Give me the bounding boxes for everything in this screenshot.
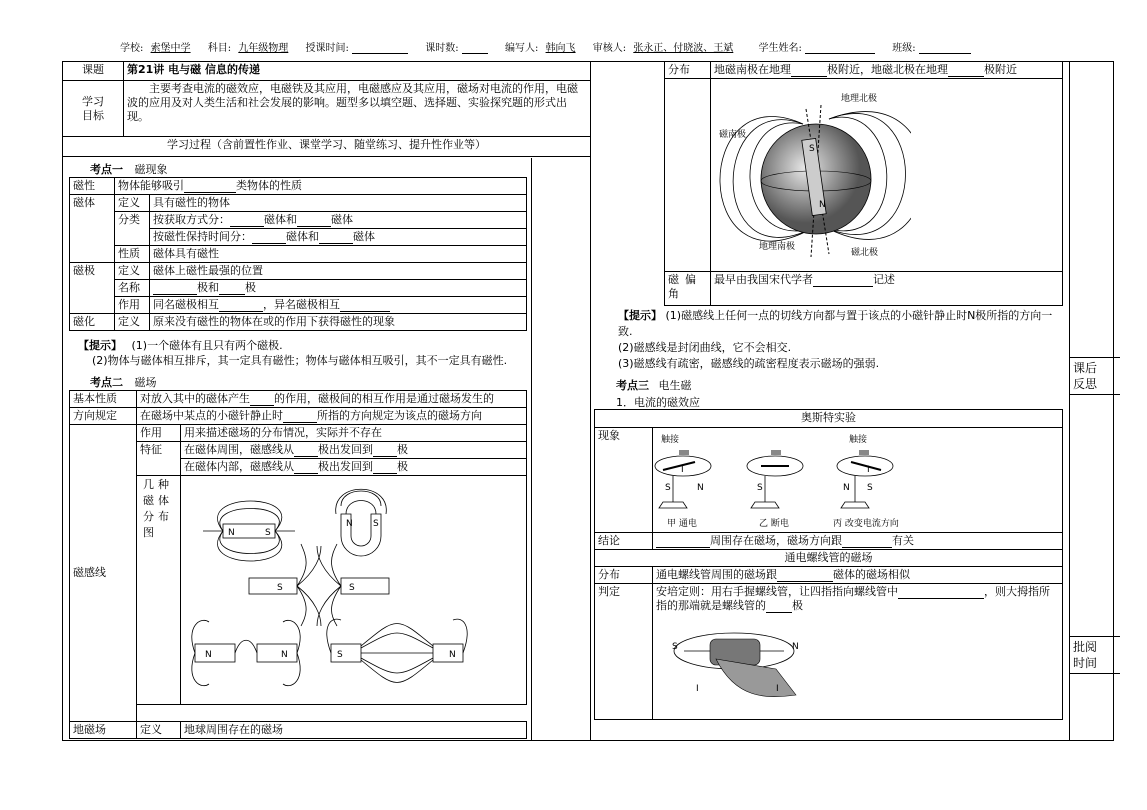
tip2-b: (2)磁感线是封闭曲线，它不会相交. [618,341,792,354]
kp2-name: 磁场 [134,376,157,389]
t1-r3c2: 分类 [115,212,150,246]
t2-feat-label: 特征 [137,442,181,476]
kp1-title: 考点一 [90,163,123,176]
judge-text [656,585,1059,613]
judge-c: 极 [792,599,803,612]
time-blank[interactable] [352,42,408,54]
tip2-a: (1)磁感线上任何一点的切线方向都与置于该点的小磁针静止时N极所指的方向一致. [618,309,1053,338]
dist-a: 地磁南极在地理 [714,63,791,76]
geomagnetic-table [664,61,1063,306]
t1-r3c3-a: 按获取方式分： [153,213,230,226]
phen-label: 现象 [595,428,653,533]
t1-r7c2: 名称 [115,280,150,297]
svg-text:I: I [867,465,870,475]
svg-text:N: N [228,528,235,538]
t1-r8c2: 作用 [115,297,150,314]
t2-feat2-a: 在磁体内部，磁感线从 [184,460,294,473]
t1-r4c3 [150,229,527,246]
t1-r6c3: 磁体上磁性最强的位置 [150,263,527,280]
t1-blank-6[interactable] [153,283,197,295]
reviewer-label: 审核人: [592,43,627,54]
dist-b: 极附近，地磁北极在地理 [827,63,948,76]
concl-a: 周围存在磁场，磁场方向跟 [710,534,842,547]
t2-blank-6[interactable] [373,462,397,474]
decl-blank[interactable] [813,275,873,287]
t1-blank-5[interactable] [319,232,353,244]
dist-c: 极附近 [984,63,1017,76]
t2-blank-1[interactable] [250,394,274,406]
t2-geo-def: 地球周围存在的磁场 [181,722,527,739]
review-text: 批阅时间 [1073,640,1098,670]
t1-r9c3: 原来没有磁性的物体在或的作用下获得磁性的现象 [150,314,527,331]
magnet-field-diagram [181,476,525,700]
school-value: 索堡中学 [150,43,191,54]
t1-r9c2: 定义 [115,314,150,331]
concl-text [653,533,1063,550]
t1-blank-4[interactable] [252,232,286,244]
t1-r5c3: 磁体具有磁性 [150,246,527,263]
t1-r4c3-c: 磁体 [353,230,375,243]
earth-blank-cell [665,79,711,272]
oe-touch-c: 触接 [849,435,868,445]
judge-a: 安培定则：用右手握螺线管，让四指指向螺线管中 [656,585,898,598]
t1-r1c1: 磁性 [70,178,115,195]
dist-blank-1[interactable] [791,65,827,77]
earth-mag-south: 磁南极 [719,130,747,140]
sol-dist-label: 分布 [595,567,653,584]
frame-divider-inner [531,158,532,741]
t2-blank-4[interactable] [373,445,397,457]
t1-blank-2[interactable] [230,215,264,227]
svg-text:S: S [265,528,271,538]
tip1-b: (2)物体与磁体相互排斥，其一定具有磁性；物体与磁体相互吸引，其不一定具有磁性. [92,354,508,367]
t1-blank-1[interactable] [184,181,236,193]
topic-label: 课题 [63,62,124,81]
oe-label-a: 甲 通电 [667,519,697,528]
magnetic-field-table [69,390,527,739]
dist-label: 分布 [665,62,711,79]
class-blank[interactable] [919,42,971,54]
svg-text:S: S [757,483,763,493]
kp3-sub: 1．电流的磁效应 [616,396,700,409]
dist-text [711,62,1063,79]
tip2-line-a [594,308,1066,340]
t2-geo-label: 地磁场 [70,722,137,739]
sol-dist-a: 通电螺线管周围的磁场跟 [656,568,777,581]
goal-text-span: 主要考查电流的磁效应，电磁铁及其应用，电磁感应及其应用，磁场对电流的作用，电磁波的应用及对人类生活和社会发展的影响。题型多以填空题、选择题、实验探究题的形式出现。 [127,82,578,123]
t2-dir-b: 所指的方向规定为该点的磁场方向 [317,409,482,422]
earth-s: S [809,144,815,154]
svg-text:N: N [697,483,704,493]
earth-geo-north: 地理北极 [841,94,878,104]
tip2-c: (3)磁感线有疏密，磁感线的疏密程度表示磁场的强弱. [618,357,880,370]
tip1-label: 【提示】 [78,339,122,352]
sol-dist-text [653,567,1063,584]
t1-blank-9[interactable] [340,300,390,312]
electromagnet-table [594,409,1063,720]
tip2-label: 【提示】 [618,309,662,322]
svg-text:N: N [205,650,212,660]
t1-r3c3-b: 磁体和 [264,213,297,226]
t2-feat1-a: 在磁体周围，磁感线从 [184,443,294,456]
t2-feat2-c: 极 [397,460,408,473]
decl-label [665,272,711,306]
t1-r2c1: 磁体 [70,195,115,263]
svg-text:S: S [665,483,671,493]
school-label: 学校: [120,43,144,54]
t1-r9c1: 磁化 [70,314,115,331]
t1-r1c2-b: 类物体的性质 [236,179,302,192]
t1-r4c3-a: 按磁性保持时间分： [153,230,252,243]
tip1 [78,338,528,368]
t2-basic-a: 对放入其中的磁体产生 [140,392,250,405]
t1-r3c3-c: 磁体 [331,213,353,226]
process-label: 学习过程（含前置性作业、课堂学习、随堂练习、提升性作业等） [63,137,591,157]
student-blank[interactable] [805,42,875,54]
t1-r7c3 [150,280,527,297]
t1-r7c3-b: 极 [245,281,256,294]
t2-basic-label: 基本性质 [70,391,137,408]
judge-blank-1[interactable] [898,587,984,599]
t2-feat2 [181,459,527,476]
svg-text:N: N [843,483,850,493]
oersted-title: 奥斯特实验 [595,410,1063,428]
t2-basic-b: 的作用，磁极间的相互作用是通过磁场发生的 [274,392,494,405]
hours-label: 课时数: [425,43,459,54]
concl-label: 结论 [595,533,653,550]
dist-blank-2[interactable] [948,65,984,77]
svg-text:S: S [349,583,355,593]
t2-feat1 [181,442,527,459]
decl-label-text: 磁偏角 [668,273,702,300]
t1-r2c2: 定义 [115,195,150,212]
decl-text [711,272,1063,306]
svg-text:N: N [281,650,288,660]
t2-use: 用来描述磁场的分布情况，实际并不存在 [181,425,527,442]
svg-text:S: S [672,642,678,652]
oe-touch-a: 触接 [661,435,680,445]
topic-table [62,61,591,157]
goal-text [124,81,591,137]
svg-text:N: N [346,519,353,529]
earth-figure-cell [711,79,1063,272]
magnetism-table [69,177,527,331]
oersted-diagram [653,428,953,528]
tip1-line-a [78,338,528,353]
t2-feat1-b: 极出发回到 [318,443,373,456]
kp2-heading [90,374,157,390]
hours-blank[interactable] [462,42,488,54]
oe-label-c: 丙 改变电流方向 [833,519,899,528]
t1-r3c3 [150,212,527,229]
t1-r2c3: 具有磁性的物体 [150,195,527,212]
svg-text:N: N [792,642,799,652]
decl-b: 记述 [873,273,895,286]
t2-geo-def-label: 定义 [137,722,181,739]
t1-r7c3-a: 极和 [197,281,219,294]
sol-dist-b: 磁体的磁场相似 [833,568,910,581]
svg-text:S: S [867,483,873,493]
sol-blank-1[interactable] [777,570,833,582]
svg-text:S: S [373,519,379,529]
page-header [120,39,1120,53]
t2-fig-label [137,476,181,705]
earth-geo-south: 地理南极 [759,242,796,252]
subject-label: 科目: [207,43,232,54]
frame-divider-mid [590,61,591,741]
kp1-heading [90,161,168,177]
t1-r8c3-b: ，异名磁极相互 [263,298,340,311]
svg-text:N: N [449,650,456,660]
concl-blank-2[interactable] [842,536,892,548]
t2-dir-a: 在磁场中某点的小磁针静止时 [140,409,283,422]
oersted-figure-cell [653,428,1063,533]
t2-feat1-c: 极 [397,443,408,456]
concl-blank-1[interactable] [656,536,710,548]
t2-dir-label: 方向规定 [70,408,137,425]
tip1-a: (1)一个磁体有且只有两个磁极. [131,339,283,352]
decl-a: 最早由我国宋代学者 [714,273,813,286]
svg-text:S: S [337,650,343,660]
kp1-name: 磁现象 [134,163,168,176]
goal-label-text: 学习目标 [82,94,104,122]
solenoid-title: 通电螺线管的磁场 [595,550,1063,567]
t2-line-label: 磁感线 [70,425,137,722]
earth-n: N [819,200,826,210]
judge-cell [653,584,1063,720]
oe-label-b: 乙 断电 [759,519,789,528]
t1-r5c2: 性质 [115,246,150,263]
judge-blank-2[interactable] [766,601,792,613]
t1-r1c2 [115,178,527,195]
tip2 [594,308,1066,372]
t2-basic [137,391,527,408]
t1-r1c2-a: 物体能够吸引 [118,179,184,192]
kp2-title: 考点二 [90,376,123,389]
t2-blank-3[interactable] [294,445,318,457]
class-label: 班级: [892,43,916,54]
t1-r8c3-a: 同名磁极相互 [153,298,219,311]
svg-text:I: I [776,684,779,694]
topic-value: 第21讲 电与磁 信息的传递 [124,62,591,81]
subject-value: 九年级物理 [238,43,289,54]
t2-fig-label-text: 几种磁体分布图 [143,478,173,539]
t1-r8c3 [150,297,527,314]
time-label: 授课时间: [305,43,349,54]
svg-text:I: I [681,465,684,475]
writer-label: 编写人: [505,43,539,54]
reviewer-value: 张永正、付晓波、王斌 [633,43,734,54]
svg-text:S: S [277,583,283,593]
goal-label [63,81,124,137]
earth-mag-north: 磁北极 [851,248,879,258]
kp3-title: 考点三 [616,379,649,392]
t2-use-label: 作用 [137,425,181,442]
magnet-figures [181,476,527,705]
student-label: 学生姓名: [758,43,802,54]
concl-b: 有关 [892,534,914,547]
reflect-label [1070,357,1120,395]
t2-blank-2[interactable] [283,411,317,423]
writer-value: 韩向飞 [545,43,576,54]
review-label [1070,636,1120,674]
t1-r6c1: 磁极 [70,263,115,314]
svg-text:I: I [696,684,699,694]
earth-field-diagram [711,79,911,267]
t2-feat2-b: 极出发回到 [318,460,373,473]
t1-blank-8[interactable] [219,300,263,312]
t1-r4c3-b: 磁体和 [286,230,319,243]
t1-blank-7[interactable] [219,283,245,295]
t1-r6c2: 定义 [115,263,150,280]
kp3-name: 电生磁 [658,379,692,392]
judge-b: ，则大拇指所指的那端就是螺线管的 [656,585,1050,612]
reflect-text: 课后反思 [1073,361,1098,391]
judge-label: 判定 [595,584,653,720]
t1-blank-3[interactable] [297,215,331,227]
kp3-heading [616,377,692,393]
right-hand-rule-diagram [666,619,806,699]
t2-blank-5[interactable] [294,462,318,474]
t2-dir [137,408,527,425]
